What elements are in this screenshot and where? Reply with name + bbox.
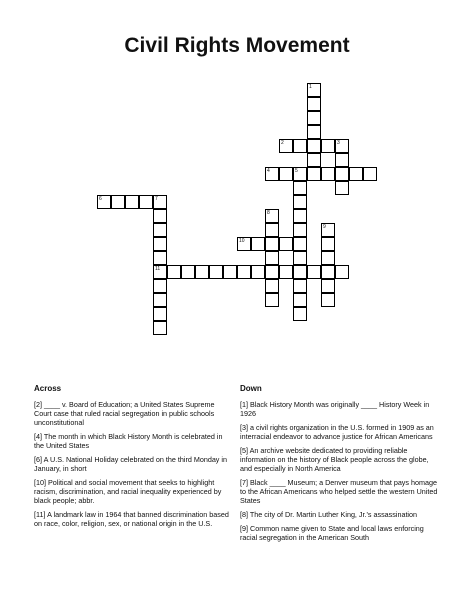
grid-cell[interactable] <box>321 167 335 181</box>
grid-cell[interactable] <box>293 209 307 223</box>
down-clue: [8] The city of Dr. Martin Luther King, Jr.'s assassination <box>240 510 418 519</box>
grid-cell[interactable] <box>307 167 321 181</box>
grid-cell[interactable] <box>307 97 321 111</box>
grid-cell[interactable] <box>265 167 279 181</box>
across-heading: Across <box>34 384 62 393</box>
grid-cell[interactable] <box>265 265 279 279</box>
grid-cell[interactable] <box>181 265 195 279</box>
grid-cell[interactable] <box>265 237 279 251</box>
across-clue: [2] ____ v. Board of Education; a United States Supreme Court case that ruled racial segregation in public schools unconstitutional <box>34 400 215 427</box>
grid-cell[interactable] <box>307 153 321 167</box>
grid-cell[interactable] <box>237 237 251 251</box>
across-clue: [10] Political and social movement that seeks to highlight racism, discrimination, and racial inequality experienced by black people; abbr. <box>34 478 222 505</box>
page-title: Civil Rights Movement <box>124 34 350 57</box>
grid-cell[interactable] <box>97 195 111 209</box>
down-clue: [3] a civil rights organization in the U.S. formed in 1909 as an interracial endeavor to advance justice for African Americans <box>240 423 434 441</box>
grid-cell[interactable] <box>251 265 265 279</box>
grid-cell[interactable] <box>321 251 335 265</box>
cell-number: 11 <box>155 266 161 272</box>
down-clues <box>240 400 440 547</box>
grid-cell[interactable] <box>167 265 181 279</box>
down-clue: [1] Black History Month was originally ____ History Week in 1926 <box>240 400 430 418</box>
grid-cell[interactable] <box>363 167 377 181</box>
grid-cell[interactable] <box>293 195 307 209</box>
across-clue: [11] A landmark law in 1964 that banned discrimination based on race, color, religion, sex, or national origin in the U.S. <box>34 510 229 528</box>
grid-cell[interactable] <box>307 139 321 153</box>
grid-cell[interactable] <box>153 195 167 209</box>
grid-cell[interactable] <box>153 307 167 321</box>
grid-cell[interactable] <box>265 293 279 307</box>
grid-cell[interactable] <box>153 251 167 265</box>
grid-cell[interactable] <box>279 265 293 279</box>
across-clues <box>34 400 234 533</box>
grid-cell[interactable] <box>293 139 307 153</box>
grid-cell[interactable] <box>293 251 307 265</box>
grid-cell[interactable] <box>223 265 237 279</box>
grid-cell[interactable] <box>153 209 167 223</box>
cell-number: 10 <box>239 238 245 244</box>
grid-cell[interactable] <box>195 265 209 279</box>
grid-cell[interactable] <box>293 181 307 195</box>
grid-cell[interactable] <box>307 83 321 97</box>
grid-cell[interactable] <box>293 167 307 181</box>
grid-cell[interactable] <box>307 111 321 125</box>
grid-cell[interactable] <box>335 265 349 279</box>
grid-cell[interactable] <box>321 265 335 279</box>
grid-cell[interactable] <box>153 265 167 279</box>
cell-number: 9 <box>323 224 326 230</box>
grid-cell[interactable] <box>153 223 167 237</box>
cell-number: 3 <box>337 140 340 146</box>
grid-cell[interactable] <box>111 195 125 209</box>
grid-cell[interactable] <box>279 139 293 153</box>
cell-number: 8 <box>267 210 270 216</box>
grid-cell[interactable] <box>251 237 265 251</box>
grid-cell[interactable] <box>293 293 307 307</box>
down-clue: [5] An archive website dedicated to providing reliable information on the history of Black people across the globe, and especially in North America <box>240 446 429 473</box>
grid-cell[interactable] <box>237 265 251 279</box>
down-heading: Down <box>240 384 262 393</box>
grid-cell[interactable] <box>139 195 153 209</box>
cell-number: 4 <box>267 168 270 174</box>
grid-cell[interactable] <box>265 251 279 265</box>
across-clue: [6] A U.S. National Holiday celebrated on the third Monday in January, in short <box>34 455 227 473</box>
grid-cell[interactable] <box>321 279 335 293</box>
grid-cell[interactable] <box>209 265 223 279</box>
grid-cell[interactable] <box>335 167 349 181</box>
grid-cell[interactable] <box>279 167 293 181</box>
down-clue: [9] Common name given to State and local laws enforcing racial segregation in the American South <box>240 524 424 542</box>
grid-cell[interactable] <box>321 223 335 237</box>
grid-cell[interactable] <box>265 223 279 237</box>
grid-cell[interactable] <box>265 279 279 293</box>
cell-number: 5 <box>295 168 298 174</box>
grid-cell[interactable] <box>307 265 321 279</box>
cell-number: 7 <box>155 196 158 202</box>
grid-cell[interactable] <box>293 223 307 237</box>
grid-cell[interactable] <box>293 307 307 321</box>
grid-cell[interactable] <box>321 293 335 307</box>
grid-cell[interactable] <box>307 125 321 139</box>
grid-cell[interactable] <box>293 237 307 251</box>
grid-cell[interactable] <box>335 181 349 195</box>
grid-cell[interactable] <box>153 321 167 335</box>
grid-cell[interactable] <box>153 279 167 293</box>
grid-cell[interactable] <box>321 237 335 251</box>
grid-cell[interactable] <box>335 139 349 153</box>
grid-cell[interactable] <box>279 237 293 251</box>
grid-cell[interactable] <box>321 139 335 153</box>
grid-cell[interactable] <box>349 167 363 181</box>
grid-cell[interactable] <box>153 237 167 251</box>
grid-cell[interactable] <box>293 265 307 279</box>
grid-cell[interactable] <box>153 293 167 307</box>
grid-cell[interactable] <box>293 279 307 293</box>
grid-cell[interactable] <box>125 195 139 209</box>
down-clue: [7] Black ____ Museum; a Denver museum that pays homage to the African Americans who helped settle the western United States <box>240 478 438 505</box>
grid-cell[interactable] <box>265 209 279 223</box>
cell-number: 6 <box>99 196 102 202</box>
cell-number: 1 <box>309 84 312 90</box>
grid-cell[interactable] <box>335 153 349 167</box>
across-clue: [4] The month in which Black History Month is celebrated in the United States <box>34 432 223 450</box>
cell-number: 2 <box>281 140 284 146</box>
